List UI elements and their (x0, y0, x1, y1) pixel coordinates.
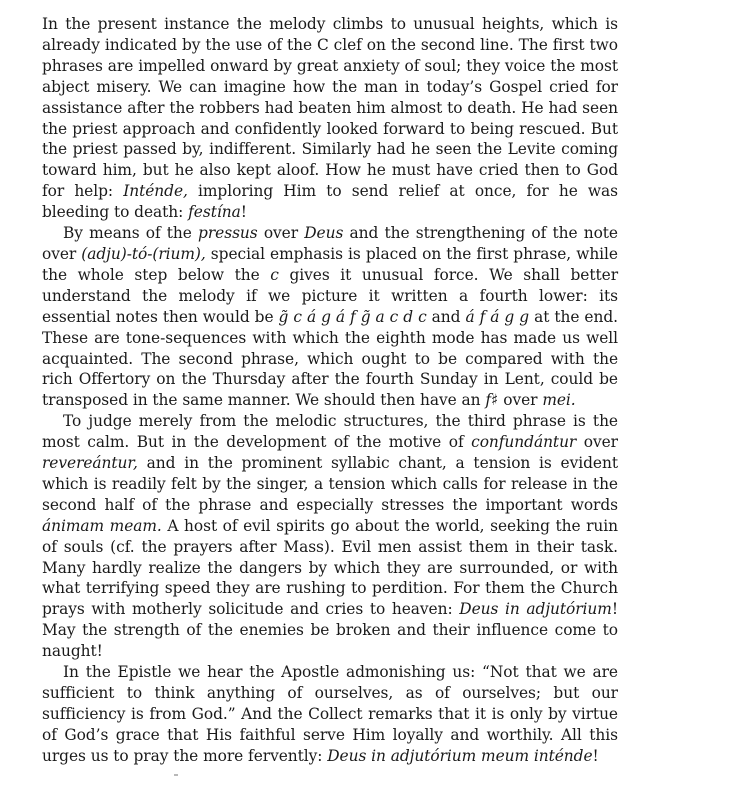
paragraph-3 (42, 411, 618, 662)
italic-text: pressus (198, 224, 258, 243)
body-text: By means of the (63, 224, 199, 243)
italic-text: Deus (304, 224, 344, 243)
italic-text: Deus in adjutórium meum inténde (327, 746, 593, 765)
body-text: To judge merely from the melodic structures, the third phrase is the most calm. But in the development of the motive of (42, 412, 618, 452)
body-text: ! (240, 203, 247, 222)
italic-text: Inténde, (123, 182, 188, 201)
document-page (42, 14, 618, 767)
italic-text: festína (188, 203, 241, 222)
italic-text: f♯ (485, 391, 499, 410)
italic-text: á f á g g (465, 307, 530, 326)
body-text: special emphasis is placed on the first phrase, while the whole step below the (42, 244, 618, 284)
body-text: A host of evil spirits go about the world, seeking the ruin of souls (cf. the prayers after Mass). Evil men assist them in their task. Many hardly realize the dangers by which they are surrounded, or with what terrifying speed they are rushing to perdition. For them the Church prays with motherly solicitude and cries to heaven: (42, 516, 619, 619)
body-text: and the strengthening of the note over (42, 224, 618, 263)
italic-text: ánimam meam. (42, 516, 162, 535)
italic-text: g̃ c á g á f g̃ a c d c (278, 307, 427, 326)
body-text: In the Epistle we hear the Apostle admonishing us: “Not that we are sufficient to think anything of ourselves, as of ourselves; but our sufficiency is from God.” And the Collect remarks that it is only by virtue of God’s grace that His faithful serve Him loyally and worthily. All this urges us to pray the more fervently: (42, 663, 618, 765)
body-text: over (498, 391, 543, 410)
italic-text: mei. (542, 391, 576, 410)
body-text: at the end. These are tone-sequences with which the eighth mode has made us well acquainted. The second phrase, which ought to be compared with the rich Offertory on the Thursday after the fourth Sunday in Lent, could be transposed in the same manner. We should then have an (42, 307, 618, 410)
body-text: ! (592, 746, 599, 765)
body-text: imploring Him to send relief at once, for he was bleeding to death: (42, 182, 618, 222)
body-text: ! May the strength of the enemies be broken and their influence come to naught! (42, 600, 618, 661)
paragraph-4 (42, 662, 618, 767)
paragraph-1 (42, 14, 618, 223)
italic-text: (adju)-tó-(rium), (81, 244, 206, 263)
body-text: In the present instance the melody climbs to unusual heights, which is already indicated by the use of the C clef on the second line. The first two phrases are impelled onward by great anxiety of soul; they voice the most abject misery. We can imagine how the man in today’s Gospel cried for assistance after the robbers had beaten him almost to death. He had seen the priest approach and confidently looked forward to being rescued. But the priest passed by, indifferent. Similarly had he seen the Levite coming toward him, but he also kept aloof. How he must have cried then to God for help: (42, 15, 618, 201)
italic-text: Deus in adjutórium (459, 600, 612, 619)
italic-text: confundántur (471, 433, 577, 452)
body-text: over (576, 433, 618, 452)
scan-speck (174, 774, 178, 776)
italic-text: c (270, 265, 279, 284)
italic-text: revereántur, (42, 454, 138, 473)
paragraph-2 (42, 223, 618, 411)
body-text: and in the prominent syllabic chant, a tension is evident which is readily felt by the singer, a tension which calls for release in the second half of the phrase and especially stresses the important words (42, 454, 618, 514)
body-text: gives it unusual force. We shall better understand the melody if we picture it written a fourth lower: its essential notes then would be (42, 265, 618, 326)
body-text: and (426, 307, 466, 326)
body-text: over (257, 224, 305, 243)
